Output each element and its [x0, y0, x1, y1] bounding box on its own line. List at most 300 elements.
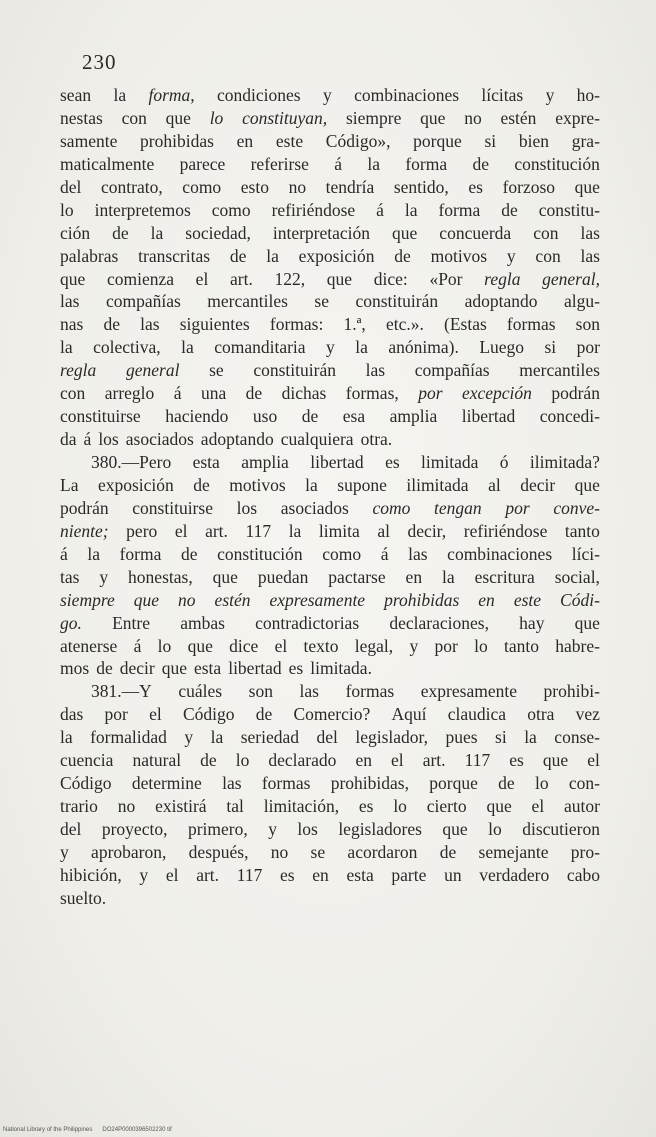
word: que — [60, 268, 86, 289]
word: y — [506, 245, 516, 266]
word: anónima). — [388, 337, 459, 358]
word: no — [117, 796, 136, 817]
word: y — [409, 635, 419, 656]
word: que — [442, 819, 468, 839]
word: de — [394, 245, 411, 266]
word: dice: — [373, 268, 408, 289]
word: la — [60, 337, 73, 358]
word: con — [121, 107, 147, 128]
word: concuerda — [439, 222, 512, 243]
word: motivos — [430, 245, 488, 266]
word: que — [187, 635, 213, 656]
word: libertad — [461, 406, 516, 427]
word: sentido, — [393, 176, 449, 197]
word: las — [299, 681, 319, 702]
word: la — [87, 543, 101, 564]
text-line — [60, 290, 600, 313]
word: refiriéndose — [463, 520, 548, 541]
word: de — [112, 222, 129, 243]
italic-word: forma, — [148, 85, 195, 105]
word: sociedad, — [185, 222, 251, 243]
word: 117 — [245, 520, 272, 541]
word: y — [139, 864, 149, 885]
word: acordaron — [347, 841, 418, 862]
word: arreglo — [104, 383, 155, 404]
word: algu- — [563, 291, 600, 312]
word: de — [255, 704, 273, 725]
text-line — [60, 428, 600, 451]
word: la — [367, 153, 381, 174]
page-number: 230 — [82, 50, 117, 74]
word: formas: — [269, 314, 324, 335]
word: el — [149, 704, 162, 725]
italic-word: go. — [60, 612, 82, 633]
italic-word: este — [513, 589, 542, 610]
text-line — [60, 749, 600, 772]
word: que — [161, 658, 187, 679]
word: esto — [240, 176, 269, 197]
word: constituirse — [132, 497, 213, 518]
word: el — [531, 796, 545, 817]
word: pues — [445, 727, 478, 748]
word: esta — [193, 658, 222, 679]
text-line — [60, 405, 600, 428]
word: del — [316, 727, 338, 748]
word: ho- — [576, 85, 600, 105]
word: aprobaron, — [91, 841, 167, 862]
word: de — [498, 773, 515, 794]
word: otra. — [360, 429, 393, 450]
word: por — [576, 337, 600, 358]
word: á — [133, 635, 142, 656]
word: claudica — [447, 704, 506, 725]
word: exposición — [298, 245, 375, 266]
word: y — [322, 85, 332, 105]
italic-word: por — [418, 383, 443, 404]
word: es — [280, 864, 295, 885]
word: parte — [391, 864, 427, 885]
word: por — [104, 704, 128, 725]
text-line — [60, 589, 600, 612]
word: prohibidas — [140, 130, 214, 151]
word: etc.». — [385, 314, 424, 335]
text-line — [60, 864, 600, 887]
word: mercantiles — [207, 291, 288, 312]
word: la — [355, 337, 368, 358]
word: que — [420, 107, 446, 128]
word: la — [113, 85, 127, 105]
word: existirá — [155, 796, 207, 817]
word: y — [326, 337, 335, 358]
word: es — [509, 750, 524, 771]
word: á — [173, 383, 182, 404]
word: no — [288, 176, 307, 197]
word: formas, — [345, 383, 399, 404]
word: escritura — [474, 566, 535, 587]
word: contradictorias — [255, 612, 360, 633]
word: lo — [235, 750, 250, 771]
text-line — [60, 657, 600, 680]
word: la — [524, 727, 537, 748]
word: puedan — [257, 566, 309, 587]
word: ción — [60, 222, 91, 243]
word: del — [60, 176, 82, 197]
word: prohibi- — [543, 681, 600, 702]
word: haciendo — [165, 406, 229, 427]
word: combinaciones — [354, 85, 460, 105]
word: las — [140, 314, 160, 335]
word: que — [574, 612, 600, 633]
word: formas — [506, 314, 556, 335]
word: conse- — [554, 727, 600, 748]
word: esta — [346, 864, 374, 885]
word: y — [99, 566, 109, 587]
word: lo — [157, 635, 172, 656]
word: constitución — [514, 153, 600, 174]
word: podrán — [551, 383, 600, 404]
word: pero — [126, 520, 158, 541]
text-line — [60, 841, 600, 864]
word: trario — [60, 796, 98, 817]
italic-word: regla — [484, 268, 521, 289]
body-text — [60, 84, 600, 910]
word: combinaciones — [447, 543, 553, 564]
word: formalidad — [90, 727, 167, 748]
word: cualquiera — [280, 429, 354, 450]
word: y — [184, 727, 194, 748]
word: sean — [60, 85, 92, 105]
text-line — [60, 612, 600, 635]
word: art. — [229, 268, 253, 289]
word: estén — [500, 107, 537, 128]
text-line — [60, 680, 600, 703]
word: transcritas — [138, 245, 211, 266]
word: contrato, — [100, 176, 163, 197]
text-line — [60, 887, 600, 910]
italic-word: tengan — [434, 497, 482, 518]
word: 117 — [236, 864, 263, 885]
word: líci- — [571, 543, 600, 564]
word: La — [60, 474, 79, 495]
word: se — [310, 841, 326, 862]
word: los — [297, 819, 318, 839]
word: cuencia — [60, 750, 114, 771]
word: constitu- — [538, 199, 600, 220]
italic-word: niente; — [60, 520, 109, 541]
word: lo — [474, 635, 488, 656]
text-line — [60, 313, 600, 336]
word: lo — [488, 819, 502, 839]
word: Código», — [325, 130, 391, 151]
word: que — [542, 750, 569, 771]
word: formas — [345, 681, 395, 702]
word: la — [305, 474, 318, 495]
word: Código — [182, 704, 235, 725]
text-line — [60, 795, 600, 818]
word: refiriéndose — [271, 199, 356, 220]
italic-word: expresamente — [269, 589, 366, 610]
word: exposición — [97, 474, 174, 495]
word: 381.—Y — [91, 681, 152, 702]
word: nestas — [60, 107, 103, 128]
word: es — [288, 658, 304, 679]
word: determine — [131, 773, 202, 794]
word: compañías — [414, 360, 490, 381]
word: es — [468, 176, 483, 197]
word: interpretemos — [94, 199, 191, 220]
word: como — [322, 543, 362, 564]
word: una — [200, 383, 227, 404]
word: que — [165, 107, 191, 128]
word: el — [174, 520, 188, 541]
word: con — [535, 245, 561, 266]
text-line — [60, 635, 600, 658]
word: á — [376, 199, 384, 220]
word: á — [83, 429, 92, 450]
word: porque — [413, 130, 462, 151]
word: los — [98, 429, 119, 450]
text-line — [60, 359, 600, 382]
word: cabo — [566, 864, 600, 885]
word: esta — [192, 452, 220, 472]
word: lo — [534, 773, 549, 794]
word: Aquí — [391, 704, 427, 725]
word: autor — [564, 796, 600, 817]
word: son — [248, 681, 273, 702]
italic-word: estén — [214, 589, 251, 610]
text-line — [60, 153, 600, 176]
word: semejante — [478, 841, 549, 862]
text-line — [60, 497, 600, 520]
word: de — [96, 658, 113, 679]
footer-library: National Library of the Philippines — [3, 1127, 93, 1133]
word: las — [60, 291, 80, 312]
word: porque — [429, 773, 478, 794]
text-line — [60, 107, 600, 130]
text-line — [60, 818, 600, 841]
italic-word: siempre — [60, 589, 115, 610]
text-line — [60, 474, 600, 497]
word: con — [533, 222, 559, 243]
text-line — [60, 199, 600, 222]
word: el — [391, 750, 404, 771]
italic-word: como — [372, 497, 411, 518]
word: expre- — [555, 107, 600, 128]
word: constituirán — [253, 360, 336, 381]
word: un — [444, 864, 462, 885]
word: son — [575, 314, 600, 335]
text-line — [60, 245, 600, 268]
word: samente — [60, 130, 118, 151]
word: art. — [422, 750, 446, 771]
word: el — [165, 864, 179, 885]
text-line — [60, 726, 600, 749]
word: Entre — [112, 612, 150, 633]
word: compañías — [105, 291, 181, 312]
text-line — [60, 130, 600, 153]
word: como — [211, 199, 251, 220]
word: de — [229, 245, 247, 266]
word: las — [580, 222, 600, 243]
word: discutieron — [522, 819, 600, 839]
word: suelto. — [60, 887, 107, 908]
word: legisladores — [338, 819, 422, 839]
word: después, — [188, 841, 249, 862]
word: seriedad — [240, 727, 299, 748]
word: el — [274, 635, 288, 656]
word: de — [472, 153, 490, 174]
word: en — [236, 130, 254, 151]
word: las — [365, 360, 386, 381]
word: cierto — [426, 796, 467, 817]
word: en — [312, 864, 329, 885]
word: lícitas — [481, 85, 524, 105]
word: interpretación — [272, 222, 371, 243]
word: la — [442, 566, 455, 587]
word: colectiva, — [93, 337, 161, 358]
text-line — [60, 222, 600, 245]
word: honestas, — [128, 566, 193, 587]
word: motivos — [229, 474, 286, 495]
word: que — [392, 222, 418, 243]
word: que — [212, 566, 238, 587]
italic-word: conve- — [553, 497, 600, 518]
word: que — [326, 268, 353, 289]
word: si — [544, 337, 557, 358]
word: siguientes — [179, 314, 250, 335]
word: es — [358, 796, 374, 817]
word: constituirán — [355, 291, 439, 312]
word: es — [385, 452, 400, 472]
word: ilimitada — [406, 474, 469, 495]
word: limita — [318, 520, 360, 541]
word: otra — [527, 704, 555, 725]
word: ambas — [180, 612, 225, 633]
word: de — [439, 841, 457, 862]
word: pactarse — [328, 566, 386, 587]
word: verdadero — [479, 864, 550, 885]
word: palabras — [60, 245, 119, 266]
word: lo — [60, 199, 74, 220]
word: que — [574, 474, 600, 495]
word: de — [245, 383, 263, 404]
word: art. — [205, 520, 228, 541]
word: libertad — [310, 452, 364, 472]
word: los — [236, 497, 258, 518]
text-line — [60, 382, 600, 405]
scan-footer — [3, 1127, 172, 1133]
word: gra- — [571, 130, 600, 151]
word: de — [301, 406, 319, 427]
word: si — [495, 727, 507, 748]
word: ilimitada? — [529, 452, 600, 472]
text-line — [60, 772, 600, 795]
word: comanditaria — [214, 337, 306, 358]
word: tendría — [325, 176, 375, 197]
word: das — [60, 704, 84, 725]
word: forma — [119, 543, 162, 564]
word: las — [580, 245, 600, 266]
italic-word: constituyan, — [242, 107, 328, 128]
word: la — [288, 520, 302, 541]
text-line — [60, 84, 600, 107]
word: podrán — [60, 497, 109, 518]
word: á — [60, 543, 68, 564]
word: mercantiles — [519, 360, 600, 381]
word: el — [587, 750, 600, 771]
word: y — [60, 841, 69, 862]
word: legal, — [354, 635, 394, 656]
word: tas — [60, 566, 80, 587]
word: dice — [229, 635, 259, 656]
word: primero, — [187, 819, 248, 839]
word: habre- — [555, 635, 600, 656]
word: constitución — [217, 543, 303, 564]
text-line — [60, 268, 600, 291]
word: maticalmente — [60, 153, 155, 174]
text-line — [60, 543, 600, 566]
word: 122, — [274, 268, 306, 289]
word: decir — [520, 474, 556, 495]
italic-word: en — [478, 589, 495, 610]
word: social, — [554, 566, 600, 587]
word: 117 — [464, 750, 491, 771]
word: de — [181, 543, 198, 564]
word: la — [266, 245, 279, 266]
word: expresamente — [420, 681, 517, 702]
text-line — [60, 176, 600, 199]
word: tanto — [564, 520, 600, 541]
word: vez — [575, 704, 600, 725]
word: asociados — [125, 429, 194, 450]
word: prohibidas, — [330, 773, 409, 794]
word: limitación, — [263, 796, 340, 817]
word: adoptando — [200, 429, 274, 450]
word: forma — [405, 153, 448, 174]
word: las — [222, 773, 242, 794]
word: decir — [119, 658, 155, 679]
word: declaraciones, — [389, 612, 489, 633]
word: art. — [196, 864, 220, 885]
word: que — [486, 796, 512, 817]
word: con- — [568, 773, 600, 794]
word: amplia — [241, 452, 289, 472]
text-line — [60, 566, 600, 589]
word: por — [434, 635, 458, 656]
word: no — [270, 841, 289, 862]
word: este — [275, 130, 304, 151]
italic-word: lo — [209, 107, 224, 128]
word: texto — [303, 635, 339, 656]
word: «Por — [429, 268, 463, 289]
italic-word: por — [505, 497, 530, 518]
word: que — [574, 176, 600, 197]
word: forma — [438, 199, 481, 220]
text-line — [60, 336, 600, 359]
word: al — [488, 474, 501, 495]
word: ó — [499, 452, 509, 472]
word: asociados — [280, 497, 349, 518]
italic-word: regla — [60, 360, 97, 381]
word: (Estas — [444, 314, 487, 335]
word: si — [484, 130, 497, 151]
word: tal — [226, 796, 244, 817]
word: tanto — [504, 635, 539, 656]
word: declarado — [268, 750, 337, 771]
word: del — [60, 819, 82, 839]
word: libertad — [228, 658, 282, 679]
word: lo — [393, 796, 407, 817]
